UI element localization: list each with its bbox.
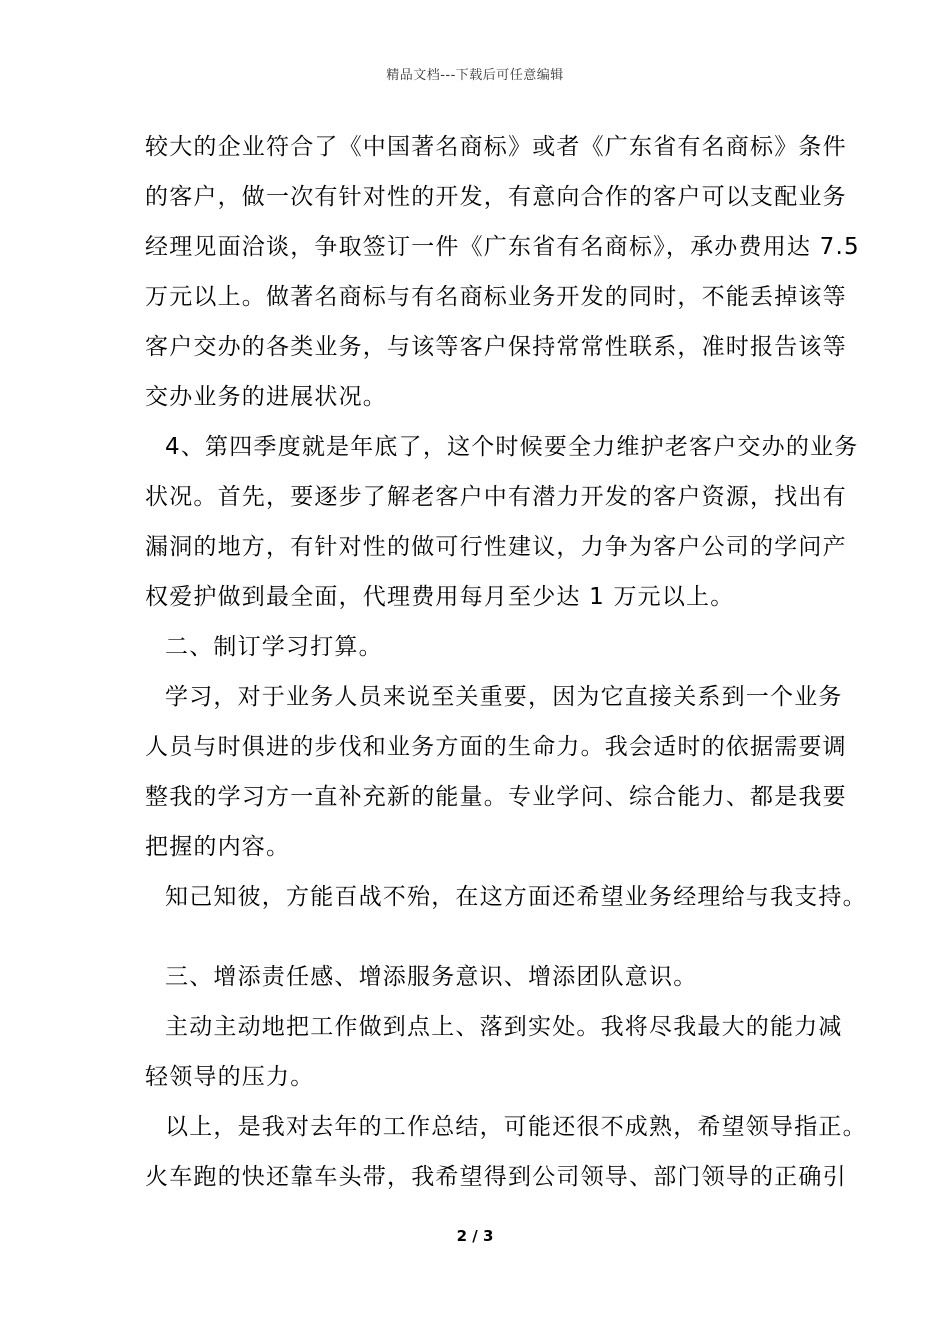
document-body bbox=[145, 130, 867, 1210]
text-line: 万元以上。做著名商标与有名商标业务开发的同时，不能丢掉该等 bbox=[145, 284, 847, 310]
text-line: 状况。首先，要逐步了解老客户中有潜力开发的客户资源，找出有 bbox=[145, 484, 847, 510]
text-line: 交办业务的进展状况。 bbox=[145, 384, 387, 410]
text-line: 经理见面洽谈，争取签订一件《广东省有名商标》，承办费用达 7.5 bbox=[145, 234, 860, 260]
text-line: 人员与时俱进的步伐和业务方面的生命力。我会适时的依据需要调 bbox=[145, 734, 847, 760]
text-line: 的客户，做一次有针对性的开发，有意向合作的客户可以支配业务 bbox=[145, 184, 847, 210]
text-line: 漏洞的地方，有针对性的做可行性建议，力争为客户公司的学问产 bbox=[145, 534, 847, 560]
paragraph-start-line: 4、第四季度就是年底了，这个时候要全力维护老客户交办的业务 bbox=[165, 434, 859, 460]
paragraph-start-line: 学习，对于业务人员来说至关重要，因为它直接关系到一个业务 bbox=[165, 684, 843, 710]
section-heading: 二、制订学习打算。 bbox=[165, 634, 383, 660]
paragraph-start-line: 以上，是我对去年的工作总结，可能还很不成熟，希望领导指正。 bbox=[165, 1114, 867, 1140]
section-heading: 三、增添责任感、增添服务意识、增添团队意识。 bbox=[165, 964, 698, 990]
text-line: 权爱护做到最全面，代理费用每月至少达 1 万元以上。 bbox=[145, 584, 735, 610]
text-line: 火车跑的快还靠车头带，我希望得到公司领导、部门领导的正确引 bbox=[145, 1164, 847, 1190]
page-number: 2 / 3 bbox=[456, 1227, 494, 1245]
paragraph-start-line: 主动主动地把工作做到点上、落到实处。我将尽我最大的能力减 bbox=[165, 1014, 843, 1040]
text-line: 客户交办的各类业务，与该等客户保持常常性联系，准时报告该等 bbox=[145, 334, 847, 360]
text-line: 整我的学习方一直补充新的能量。专业学问、综合能力、都是我要 bbox=[145, 784, 847, 810]
text-line: 轻领导的压力。 bbox=[145, 1064, 315, 1090]
page-header: 精品文档---下载后可任意编辑 bbox=[386, 68, 564, 83]
paragraph-gap bbox=[145, 930, 825, 960]
paragraph-start-line: 知己知彼，方能百战不殆，在这方面还希望业务经理给与我支持。 bbox=[165, 884, 867, 910]
text-line: 较大的企业符合了《中国著名商标》或者《广东省有名商标》条件 bbox=[145, 134, 847, 160]
text-line: 把握的内容。 bbox=[145, 834, 291, 860]
